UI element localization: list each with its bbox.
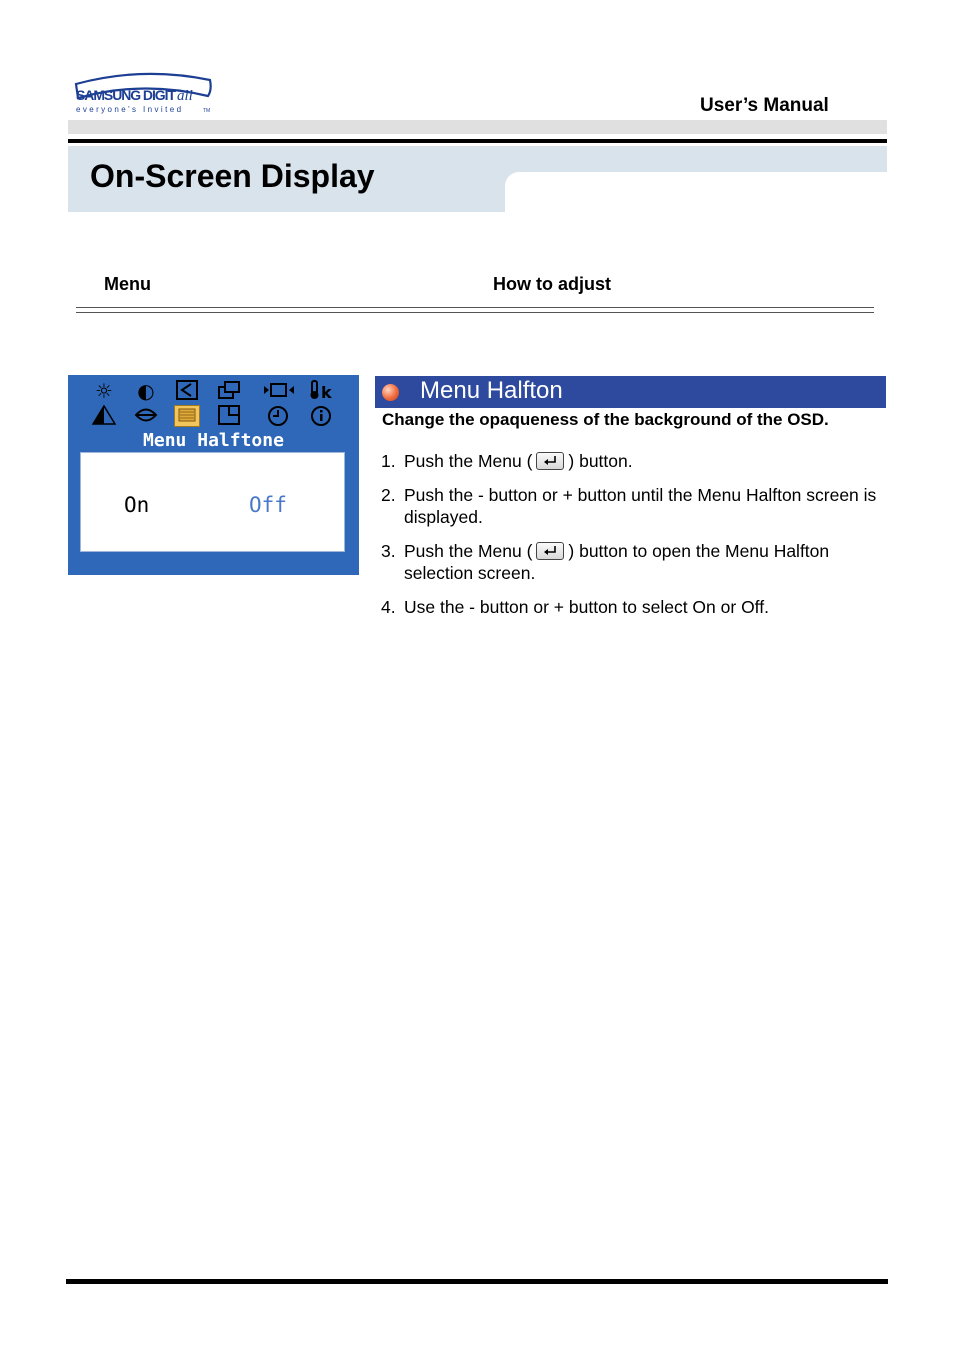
section-description: Change the opaqueness of the background of the OSD. (382, 410, 829, 429)
steps-list (381, 450, 891, 630)
page-title: On-Screen Display (90, 158, 375, 194)
header-double-rule (76, 307, 874, 313)
size-icon (263, 380, 289, 402)
header-rule (68, 139, 887, 143)
image-setup-icon (216, 380, 242, 402)
section-title: Menu Halfton (420, 377, 563, 404)
color-temp-icon (308, 380, 334, 402)
osd-position-icon (216, 405, 242, 427)
column-header-menu: Menu (104, 274, 151, 294)
display-time-icon (265, 405, 291, 427)
osd-option-on: On (124, 493, 150, 517)
title-band (68, 146, 887, 212)
osd-option-box (80, 452, 345, 552)
manual-title: User’s Manual (700, 95, 829, 116)
osd-option-off: Off (249, 493, 287, 517)
list-item: 3. Push the Menu ( ) button to open the Menu Halfton selection screen. (381, 541, 830, 583)
list-item: 1. Push the Menu ( ) button. (381, 451, 633, 471)
column-header-how-to-adjust: How to adjust (493, 274, 611, 294)
geometry-icon (91, 405, 117, 427)
language-icon (133, 405, 159, 427)
list-item: 4. Use the - button or + button to select On or Off. (381, 597, 769, 617)
samsung-logo (72, 70, 214, 114)
information-icon (308, 405, 334, 427)
svg-text:all: all (177, 88, 193, 104)
header-gray-bar (68, 120, 887, 134)
svg-text:TM: TM (203, 108, 211, 114)
section-header-bar (375, 376, 886, 408)
brightness-icon: ☼ (95, 379, 113, 403)
menu-halftone-icon (174, 405, 200, 427)
menu-enter-button-icon (536, 452, 564, 470)
menu-enter-button-icon (536, 542, 564, 560)
list-item: 2. Push the - button or + button until the Menu Halfton screen is displayed. (381, 485, 877, 527)
osd-title: Menu Halftone (143, 430, 284, 451)
osd-screenshot (68, 375, 359, 575)
footer-rule (66, 1279, 888, 1284)
svg-text:k: k (321, 383, 332, 400)
svg-text:everyone's Invited: everyone's Invited (76, 105, 184, 114)
svg-text:SAMSUNG DIGIT: SAMSUNG DIGIT (76, 87, 176, 103)
contrast-icon: ◐ (137, 379, 155, 403)
position-icon (174, 380, 200, 402)
bullet-icon (382, 384, 399, 401)
